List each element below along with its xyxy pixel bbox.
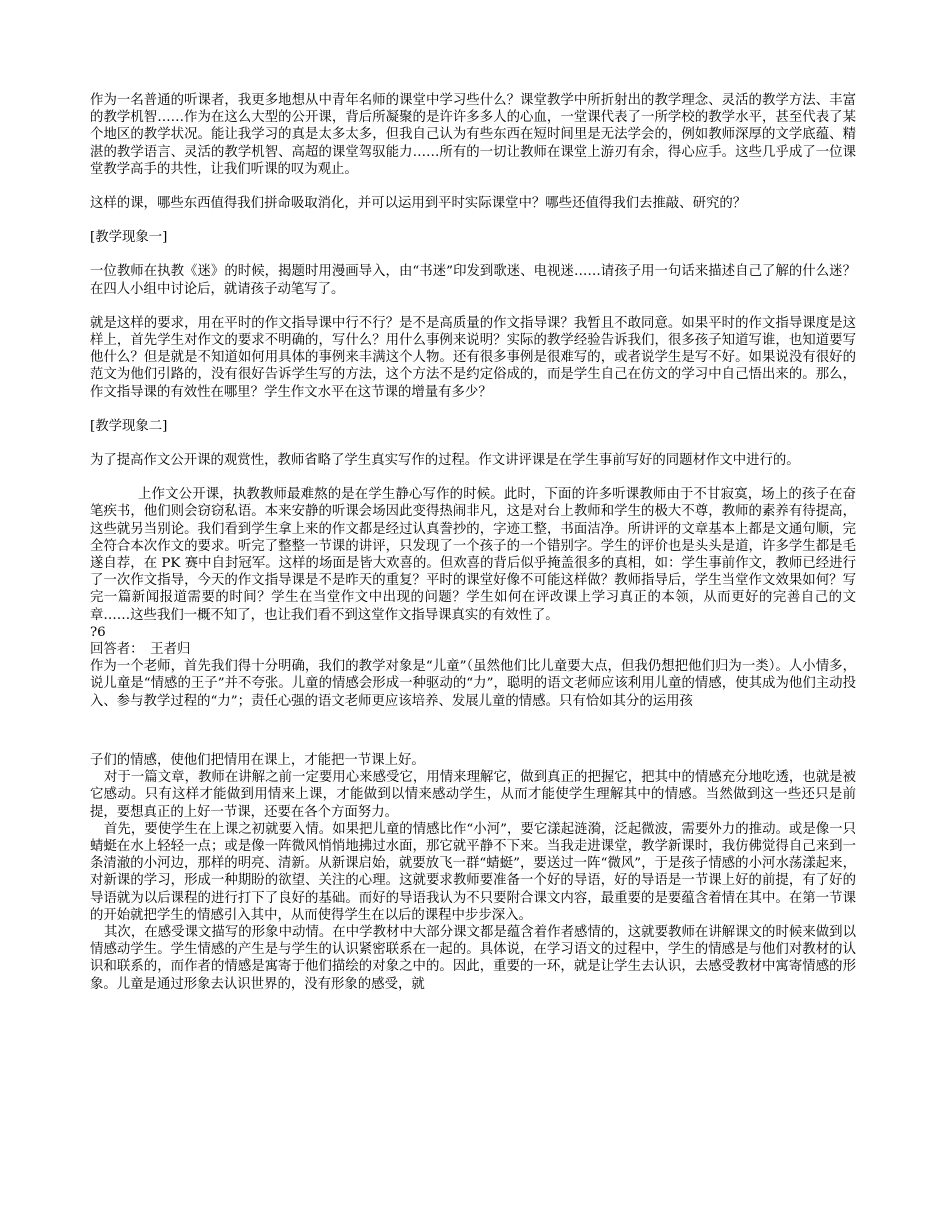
phenomenon-1-paragraph: 一位教师在执教《迷》的时候，揭题时用漫画导入，由“书迷”印发到歌迷、电视迷……请孩子用一句话来描述自己了解的什么迷？在四人小组中讨论后，就请孩子动笔写了。	[90, 264, 856, 297]
answer-paragraph-5: 其次，在感受课文描写的形象中动情。在中学教材中大部分课文都是蕴含着作者感情的，这就要教师在讲解课文的时候来做到以情感动学生。学生情感的产生是与学生的认识紧密联系在一起的。具体说，在学习语文的过程中，学生的情感是与他们对教材的认识和联系的，而作者的情感是寓寄于他们描绘的对象之中的。因此，重要的一环，就是让学生去认识，去感受教材中寓寄情感的形象。儿童是通过形象去认识世界的，没有形象的感受，就	[90, 924, 856, 992]
question-paragraph: 这样的课，哪些东西值得我们拼命吸取消化，并可以运用到平时实际课堂中？哪些还值得我们去推敲、研究的？	[90, 196, 747, 212]
answerer-line: 回答者： 王者归	[90, 642, 191, 658]
phenomenon-2-paragraph: 为了提高作文公开课的观赏性，教师省略了学生真实写作的过程。作文讲评课是在学生事前写好的同题材作文中进行的。	[90, 453, 800, 469]
answer-paragraph-3: 对于一篇文章，教师在讲解之前一定要用心来感受它，用情来理解它，做到真正的把握它，把其中的情感充分地吃透，也就是被它感动。只有这样才能做到用情来上课，才能做到以情来感动学生，从而才能使学生理解其中的情感。当然做到这一些还只是前提，要想真正的上好一节课，还要在各个方面努力。	[90, 770, 856, 820]
analysis-2-paragraph: 上作文公开课，执教教师最难熬的是在学生静心写作的时候。此时，下面的许多听课教师由于不甘寂寞，场上的孩子在奋笔疾书，他们则会窃窃私语。本来安静的听课会场因此变得热闹非凡，这是对台上教师和学生的极大不尊，教师的素养有待提高，这些就另当别论。我们看到学生拿上来的作文都是经过认真誊抄的，字迹工整，书面洁净。所讲评的文章基本上都是文通句顺，完全符合本次作文的要求。听完了整整一节课的讲评，只发现了一个孩子的一个错别字。学生的评价也是头头是道，许多学生都是毛遂自荐，在 PK 赛中自封冠军。这样的场面是皆大欢喜的。但欢喜的背后似乎掩盖很多的真相，如：学生事前作文，教师已经进行了一次作文指导，今天的作文指导课是不是昨天的重复？平时的课堂好像不可能这样做？教师指导后，学生当堂作文效果如何？写完一篇新闻报道需要的时间？学生在当堂作文中出现的问题？学生如何在评改课上学习真正的本领，从而更好的完善自己的文章……这些我们一概不知了，也让我们看不到这堂作文指导课真实的有效性了。	[90, 487, 856, 623]
answer-paragraph-1: 作为一个老师，首先我们得十分明确，我们的教学对象是“儿童”（虽然他们比儿童要大点，但我仍想把他们归为一类）。人小情多，说儿童是“情感的王子”并不夸张。儿童的情感会形成一种驱动的“力”，聪明的语文老师应该利用儿童的情感，使其成为他们主动投入、参与教学过程的“力”；责任心强的语文老师更应该培养、发展儿童的情感。只有恰如其分的运用孩	[90, 659, 856, 709]
answer-marker: ?6	[90, 624, 106, 640]
page-break-gap	[90, 710, 856, 752]
section-heading-1: [教学现象一]	[90, 230, 168, 246]
analysis-1-paragraph: 就是这样的要求，用在平时的作文指导课中行不行？是不是高质量的作文指导课？我暂且不敢同意。如果平时的作文指导课度是这样上，首先学生对作文的要求不明确的，写什么？用什么事例来说明？实际的教学经验告诉我们，很多孩子知道写谁，也知道要写他什么？但是就是不知道如何用具体的事例来丰满这个人物。还有很多事例是很难写的，或者说学生是写不好。如果说没有很好的范文为他们引路的，没有很好告诉学生写的方法，这个方法不是约定俗成的，而是学生自己在仿文的学习中自己悟出来的。那么，作文指导课的有效性在哪里？学生作文水平在这节课的增量有多少？	[90, 315, 856, 400]
answer-paragraph-2: 子们的情感，使他们把情用在课上，才能把一节课上好。	[90, 752, 425, 768]
section-heading-2: [教学现象二]	[90, 418, 168, 434]
intro-paragraph: 作为一名普通的听课者，我更多地想从中青年名师的课堂中学习些什么？课堂教学中所折射出的教学理念、灵活的教学方法、丰富的教学机智……作为在这么大型的公开课，背后所凝聚的是许许多多人的心血，一堂课代表了一所学校的教学水平，甚至代表了某个地区的教学状况。能让我学习的真是太多太多，但我自己认为有些东西在短时间里是无法学会的，例如教师深厚的文学底蕴、精湛的教学语言、灵活的教学机智、高超的课堂驾驭能力……所有的一切让教师在课堂上游刃有余，得心应手。这些几乎成了一位课堂教学高手的共性，让我们听课的叹为观止。	[90, 93, 856, 177]
answer-paragraph-4: 首先，要使学生在上课之初就要入情。如果把儿童的情感比作“小河”，要它漾起涟漪，泛起微波，需要外力的推动。或是像一只蜻蜓在水上轻轻一点；或是像一阵微风悄悄地拂过水面，那它就平静不下来。当我走进课堂，教学新课时，我仿佛觉得自己来到一条清澈的小河边，那样的明亮、清新。从新课启始，就要放飞一群“蜻蜓”，要送过一阵“微风”，于是孩子情感的小河水荡漾起来，对新课的学习，形成一种期盼的欲望、关注的心理。这就要求教师要准备一个好的导语，好的导语是一节课上好的前提，有了好的导语就为以后课程的进行打下了良好的基础。而好的导语我认为不只要附合课文内容，最重要的是要蕴含着情在其中。在第一节课的开始就把学生的情感引入其中，从而使得学生在以后的课程中步步深入。	[90, 821, 856, 923]
document-page	[90, 92, 856, 993]
